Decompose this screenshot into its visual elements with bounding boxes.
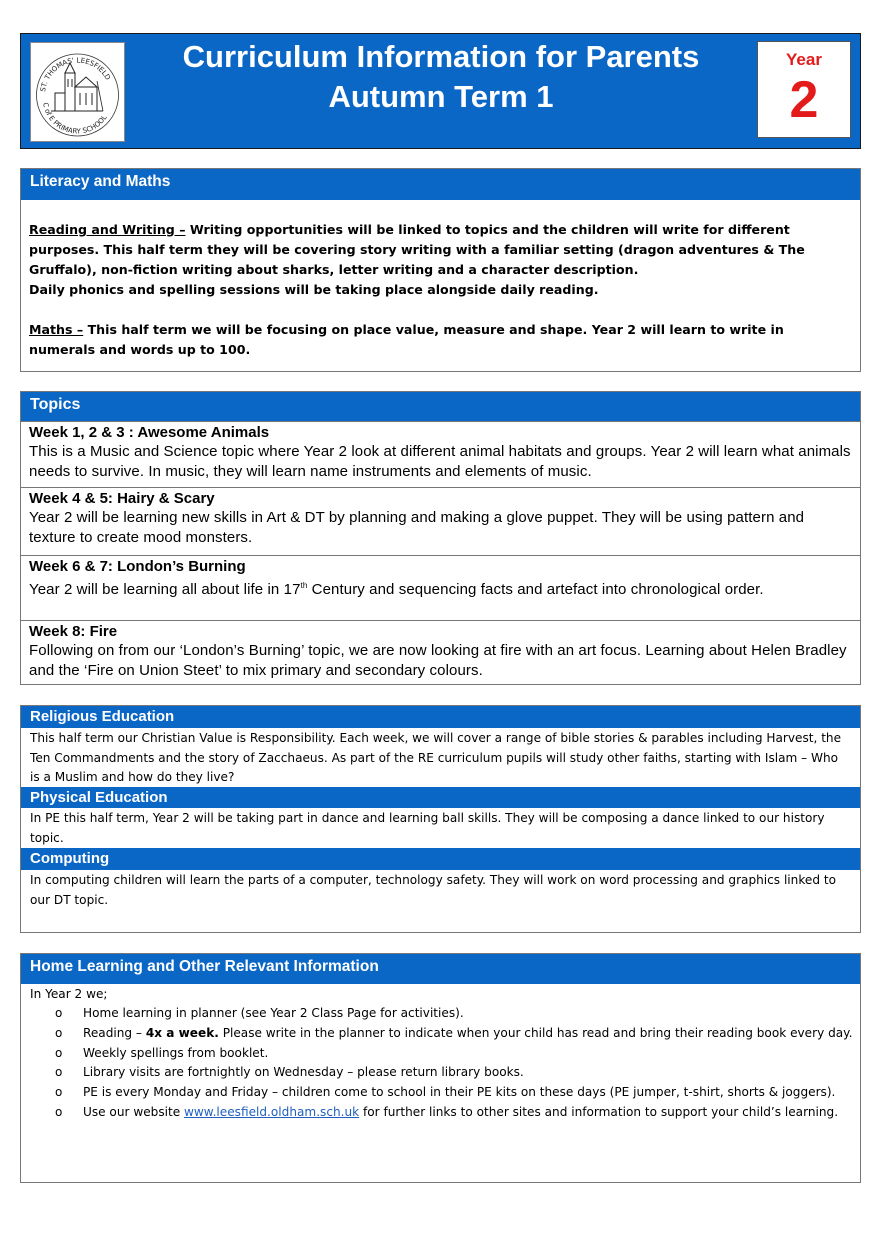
home-list — [21, 1004, 860, 1123]
list-item — [54, 1024, 860, 1044]
list-item — [54, 1103, 860, 1123]
topic-text-sup: th — [300, 581, 308, 590]
phonics-paragraph: Daily phonics and spelling sessions will be taking place alongside daily reading. — [29, 282, 599, 297]
home-intro: In Year 2 we; — [30, 987, 108, 1001]
maths-label: Maths – — [29, 322, 84, 337]
topic-text: This is a Music and Science topic where Year 2 look at different animal habitats and groups. Year 2 will learn what animals needs to survive. In music, they will learn name instruments and elements of music. — [29, 443, 851, 480]
maths-text: This half term we will be focusing on place value, measure and shape. Year 2 will learn to write in numerals and words up to 100. — [29, 322, 784, 357]
topics-section — [20, 391, 861, 685]
topic-title: Week 1, 2 & 3 : Awesome Animals — [29, 424, 270, 441]
literacy-maths-section — [20, 168, 861, 372]
topic-item — [21, 620, 860, 684]
year-label: Year — [786, 50, 822, 69]
website-link[interactable]: www.leesfield.oldham.sch.uk — [184, 1104, 360, 1119]
reading-writing-label: Reading and Writing – — [29, 222, 186, 237]
topic-text: Year 2 will be learning new skills in Art & DT by planning and making a glove puppet. They will be using pattern and texture to create mood monsters. — [29, 509, 805, 546]
topic-text — [29, 576, 852, 600]
pe-text: In PE this half term, Year 2 will be taking part in dance and learning ball skills. They will be composing a dance linked to our history topic. — [30, 811, 825, 845]
list-item: o Weekly spellings from booklet. — [54, 1044, 860, 1064]
page-title — [141, 37, 741, 117]
reading-item-a: Reading – — [83, 1025, 146, 1040]
school-logo — [30, 42, 125, 142]
reading-item-b: Please write in the planner to indicate when your child has read and bring their reading book every day. — [218, 1025, 853, 1040]
subjects-section — [20, 705, 861, 933]
website-item-b: for further links to other sites and information to support your child’s learning. — [359, 1104, 839, 1119]
year-number: 2 — [789, 71, 819, 129]
pe-heading: Physical Education — [21, 787, 860, 808]
title-line-2: Autumn Term 1 — [328, 79, 554, 114]
topic-text-a: Year 2 will be learning all about life in 17 — [29, 581, 301, 598]
svg-text:ST. THOMAS' LEESFIELD: ST. THOMAS' LEESFIELD — [39, 56, 112, 93]
svg-text:C of E PRIMARY SCHOOL: C of E PRIMARY SCHOOL — [41, 101, 109, 136]
topic-item — [21, 555, 860, 620]
re-heading: Religious Education — [21, 706, 860, 728]
topic-item — [21, 421, 860, 487]
topic-text-b: Century and sequencing facts and artefact into chronological order. — [307, 581, 764, 598]
list-item: o PE is every Monday and Friday – children come to school in their PE kits on these days (PE jumper, t-shirt, shorts & joggers). — [54, 1083, 860, 1103]
reading-item-bold: 4x a week. — [145, 1025, 219, 1040]
re-text: This half term our Christian Value is Responsibility. Each week, we will cover a range of bible stories & parables including Harvest, the Ten Commandments and the story of Zacchaeus. As part of the RE curriculum pupils will study other faiths, starting with Islam – Who is a Muslim and how do they live? — [30, 731, 842, 784]
reading-writing-paragraph — [21, 200, 860, 280]
topic-title: Week 6 & 7: London’s Burning — [29, 558, 246, 575]
page-header — [20, 33, 861, 149]
computing-text: In computing children will learn the parts of a computer, technology safety. They will work on word processing and graphics linked to our DT topic. — [30, 873, 837, 907]
topic-item — [21, 487, 860, 555]
topic-title: Week 8: Fire — [29, 623, 118, 640]
topics-heading: Topics — [21, 392, 860, 421]
list-item: o Home learning in planner (see Year 2 Class Page for activities). — [54, 1004, 860, 1024]
maths-paragraph — [21, 320, 860, 360]
home-learning-heading: Home Learning and Other Relevant Information — [21, 954, 860, 984]
computing-heading: Computing — [21, 848, 860, 870]
topic-text: Following on from our ‘London’s Burning’ topic, we are now looking at fire with an art focus. Learning about Helen Bradley and the ‘Fire on Union Steet’ to mix primary and secondary colours. — [29, 642, 847, 679]
home-learning-section — [20, 953, 861, 1183]
year-badge — [757, 41, 851, 138]
title-line-1: Curriculum Information for Parents — [182, 39, 700, 74]
list-item: o Library visits are fortnightly on Wednesday – please return library books. — [54, 1063, 860, 1083]
topic-title: Week 4 & 5: Hairy & Scary — [29, 490, 215, 507]
literacy-maths-heading: Literacy and Maths — [21, 169, 860, 200]
reading-writing-text: Writing opportunities will be linked to topics and the children will write for different purposes. This half term they will be covering story writing with a familiar setting (dragon adventures & The Gruffalo), non-fiction writing about sharks, letter writing and a character description. — [29, 222, 805, 277]
website-item-a: Use our website — [83, 1104, 185, 1119]
